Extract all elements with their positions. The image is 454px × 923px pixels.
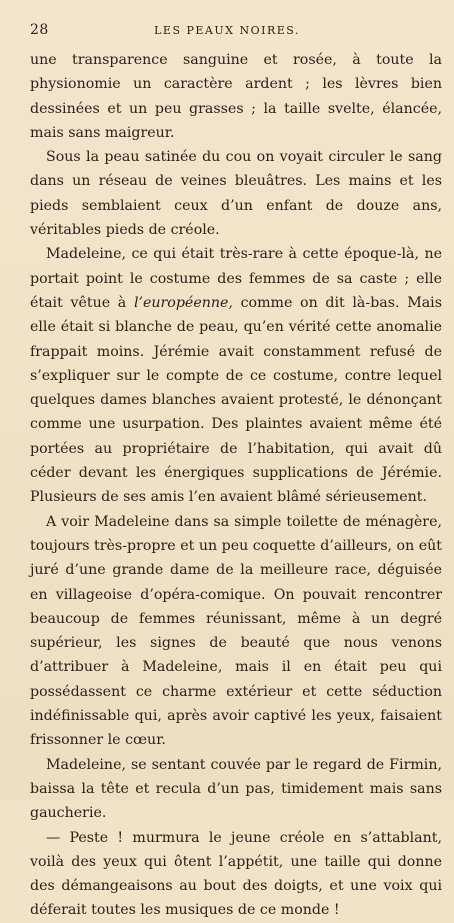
running-title: LES PEAUX NOIRES.	[154, 24, 300, 37]
costume-text-after: comme on dit là-bas. Mais elle était si blanche de peau, qu’en vérité cette anomalie frappait moins. Jérémie avait constamment refusé de s’expliquer sur le compte de ce costume, contre lequel quelques dames blanches avaient protesté, le dénonçant comme une usurpation. Des plaintes avaient même été portées au propriétaire de l’habitation, qui avait dû céder devant les énergiques supplications de Jérémie. Plusieurs de ses amis l’en avaient blâmé sérieusement.	[30, 294, 442, 506]
paragraph-toilette: A voir Madeleine dans sa simple toilette de ménagère, toujours très-propre et un peu coquette d’ailleurs, on eût juré d’une grande dame de la meilleure race, déguisée en villageoise d’opéra-comique. On pouvait rencontrer beaucoup de femmes réunissant, même à un degré supérieur, les signes de beauté que nous venons d’attribuer à Madeleine, mais il en était peu qui possédassent ce charme extérieur et cette séduction indéfinissable qui, après avoir captivé les yeux, faisaient frissonner le cœur.	[30, 513, 442, 749]
paragraph-firmin-gaze: Madeleine, se sentant couvée par le regard de Firmin, baissa la tête et recula d’un pas, timidement mais sans gaucherie.	[30, 756, 442, 822]
paragraph-skin: Sous la peau satinée du cou on voyait circuler le sang dans un réseau de veines bleuâtres. Les mains et les pieds semblaient ceux d’un enfant de douze ans, véritables pieds de créole.	[30, 149, 442, 239]
page-number: 28	[30, 22, 49, 38]
paragraph-costume	[30, 242, 442, 509]
costume-italic-phrase: l’européenne,	[133, 294, 233, 311]
paragraph-dialogue: — Peste ! murmura le jeune créole en s’attablant, voilà des yeux qui ôtent l’appétit, une taille qui donne des démangeaisons au bout des doigts, et une voix qui déferait toutes les musiques de ce monde !	[30, 829, 442, 919]
paragraph-continuation: une transparence sanguine et rosée, à toute la physionomie un caractère ardent ; les lèvres bien dessinées et un peu grasses ; la taille svelte, élancée, mais sans maigreur.	[30, 52, 442, 141]
running-head	[22, 22, 432, 40]
costume-text-before: Madeleine, ce qui était très-rare à cette époque-là, ne portait point le costume des femmes de sa caste ; elle était vêtue à	[30, 246, 442, 311]
body-text	[30, 48, 442, 923]
